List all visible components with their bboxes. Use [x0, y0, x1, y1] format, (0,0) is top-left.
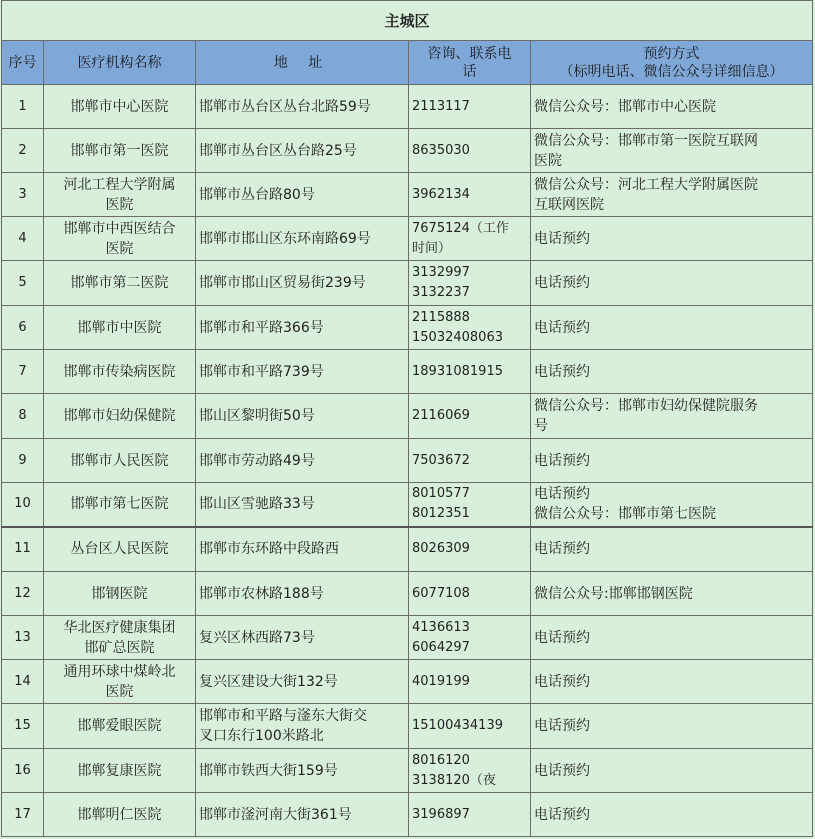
cell-phone-line: 8026309 — [412, 541, 470, 557]
cell-booking-method[interactable] — [531, 394, 813, 439]
cell-booking-method[interactable] — [531, 129, 813, 173]
cell-seq[interactable]: 8 — [2, 394, 44, 439]
cell-phone-line: 2116069 — [412, 408, 470, 423]
cell-phone-line: 7503672 — [412, 452, 470, 468]
table-row — [2, 350, 813, 394]
cell-phone[interactable] — [409, 483, 531, 527]
cell-address[interactable] — [196, 660, 409, 704]
cell-phone[interactable] — [409, 572, 531, 616]
cell-phone[interactable] — [409, 129, 531, 173]
cell-booking-method-line: 电话预约 — [534, 486, 590, 503]
cell-hospital-name-line: 邯郸爱眼医院 — [77, 718, 162, 734]
cell-booking-method-line: 电话预约 — [534, 230, 590, 247]
section-title[interactable]: 主城区 — [2, 1, 813, 41]
cell-phone[interactable] — [409, 616, 531, 660]
header-phone-line2: 话 — [462, 63, 477, 80]
cell-hospital-name[interactable] — [44, 217, 196, 261]
cell-phone[interactable] — [409, 439, 531, 483]
table-row — [2, 439, 813, 483]
cell-hospital-name[interactable] — [44, 616, 196, 660]
cell-address[interactable] — [196, 217, 409, 261]
table-row — [2, 527, 813, 572]
cell-address-line: 邯山区雪驰路33号 — [199, 496, 315, 513]
cell-seq[interactable]: 3 — [2, 173, 44, 217]
cell-hospital-name-line: 邯郸市第一医院 — [70, 142, 169, 159]
cell-phone-line: 6077108 — [412, 585, 470, 601]
table-row — [2, 793, 813, 837]
cell-phone[interactable] — [409, 793, 531, 837]
cell-booking-method-line: 医院 — [534, 152, 562, 169]
cell-address-line: 邯山区黎明街50号 — [199, 408, 315, 424]
cell-hospital-name[interactable] — [44, 439, 196, 483]
cell-booking-method-line: 电话预约 — [534, 806, 590, 823]
cell-booking-method-line: 电话预约 — [534, 275, 590, 291]
cell-phone-line: 2113117 — [412, 98, 470, 114]
cell-address-line: 邯郸市和平路366号 — [199, 319, 324, 336]
cell-seq[interactable]: 16 — [2, 749, 44, 793]
cell-booking-method[interactable] — [531, 749, 813, 793]
cell-booking-method[interactable] — [531, 483, 813, 527]
cell-hospital-name[interactable] — [44, 129, 196, 173]
cell-phone-line: 3132237 — [412, 285, 470, 300]
cell-booking-method[interactable] — [531, 217, 813, 261]
cell-hospital-name-line: 邯郸市第二医院 — [70, 275, 169, 291]
header-phone[interactable] — [409, 41, 531, 85]
cell-hospital-name-line: 邯郸市中心医院 — [70, 98, 169, 115]
cell-booking-method[interactable] — [531, 173, 813, 217]
cell-phone-line: 18931081915 — [412, 363, 503, 379]
cell-address-line: 邯郸市丛台路80号 — [199, 186, 315, 203]
cell-address-line: 复兴区林西路73号 — [199, 629, 315, 646]
cell-address[interactable] — [196, 129, 409, 173]
cell-seq[interactable]: 10 — [2, 483, 44, 527]
cell-phone[interactable] — [409, 749, 531, 793]
cell-hospital-name[interactable] — [44, 350, 196, 394]
header-seq[interactable]: 序号 — [2, 41, 44, 85]
cell-address-line: 邯郸市和平路与滏东大街交 — [199, 708, 367, 724]
cell-hospital-name-line: 医院 — [105, 196, 134, 213]
header-name[interactable]: 医疗机构名称 — [44, 41, 196, 85]
cell-phone-line: 4019199 — [412, 673, 470, 689]
cell-address[interactable] — [196, 439, 409, 483]
cell-address[interactable] — [196, 749, 409, 793]
cell-phone-line: 2115888 — [412, 309, 470, 325]
cell-address-line: 邯郸市劳动路49号 — [199, 452, 315, 469]
cell-hospital-name[interactable] — [44, 394, 196, 439]
cell-hospital-name-line: 医院 — [105, 240, 134, 257]
cell-booking-method[interactable] — [531, 793, 813, 837]
cell-booking-method[interactable] — [531, 660, 813, 704]
cell-hospital-name[interactable] — [44, 572, 196, 616]
cell-phone-line: 8016120 — [412, 752, 470, 768]
cell-phone-line: 8635030 — [412, 142, 470, 158]
cell-seq[interactable]: 7 — [2, 350, 44, 394]
cell-hospital-name-line: 邯郸市妇幼保健院 — [63, 408, 176, 424]
cell-hospital-name-line: 邯郸市传染病医院 — [63, 363, 176, 380]
cell-booking-method-line: 微信公众号：邯郸市中心医院 — [534, 98, 716, 115]
cell-booking-method[interactable] — [531, 261, 813, 306]
cell-hospital-name-line: 邯郸市人民医院 — [70, 452, 169, 469]
cell-booking-method-line: 电话预约 — [534, 363, 590, 380]
cell-phone[interactable] — [409, 527, 531, 572]
cell-address[interactable] — [196, 483, 409, 527]
cell-hospital-name-line: 医院 — [105, 683, 134, 700]
cell-seq[interactable]: 4 — [2, 217, 44, 261]
cell-hospital-name-line: 邯矿总医院 — [84, 639, 155, 656]
cell-seq[interactable]: 5 — [2, 261, 44, 306]
cell-hospital-name-line: 邯郸复康医院 — [77, 762, 162, 779]
cell-hospital-name[interactable] — [44, 173, 196, 217]
cell-phone-line: 4136613 — [412, 619, 470, 635]
cell-booking-method-line: 电话预约 — [534, 718, 590, 734]
cell-address[interactable] — [196, 85, 409, 129]
cell-phone[interactable] — [409, 394, 531, 439]
table-row — [2, 85, 813, 129]
cell-phone[interactable] — [409, 350, 531, 394]
cell-phone[interactable] — [409, 704, 531, 749]
cell-hospital-name-line: 邯郸市中医院 — [77, 319, 162, 336]
cell-seq[interactable]: 13 — [2, 616, 44, 660]
header-booking-line2: （标明电话、微信公众号详细信息） — [559, 63, 784, 80]
cell-hospital-name-line: 河北工程大学附属 — [63, 176, 176, 193]
cell-phone-line: 6064297 — [412, 639, 470, 655]
cell-address[interactable] — [196, 616, 409, 660]
cell-phone-line: 7675124（工作 — [412, 220, 509, 236]
cell-booking-method-line: 微信公众号：邯郸市第一医院互联网 — [534, 132, 758, 149]
cell-booking-method-line: 微信公众号：河北工程大学附属医院 — [534, 176, 758, 193]
cell-hospital-name-line: 丛台区人民医院 — [70, 541, 169, 558]
cell-phone-line: 8010577 — [412, 486, 470, 502]
cell-address-line: 邯郸市丛台区丛台路25号 — [199, 142, 357, 159]
cell-address[interactable] — [196, 261, 409, 306]
table-row — [2, 704, 813, 749]
cell-booking-method-line: 微信公众号：邯郸市妇幼保健院服务 — [534, 398, 758, 414]
cell-booking-method-line: 电话预约 — [534, 319, 590, 336]
header-booking[interactable] — [531, 41, 813, 85]
hospital-table — [1, 0, 813, 837]
cell-booking-method-line: 电话预约 — [534, 673, 590, 690]
cell-seq[interactable]: 6 — [2, 306, 44, 350]
cell-booking-method[interactable] — [531, 616, 813, 660]
cell-booking-method-line: 微信公众号:邯郸邯钢医院 — [534, 585, 693, 602]
cell-address-line: 邯郸市东环路中段路西 — [199, 541, 339, 558]
cell-address[interactable] — [196, 704, 409, 749]
header-address[interactable]: 地 址 — [196, 41, 409, 85]
cell-address[interactable] — [196, 572, 409, 616]
cell-booking-method[interactable] — [531, 527, 813, 572]
cell-address-line: 复兴区建设大街132号 — [199, 673, 338, 690]
table-row — [2, 173, 813, 217]
cell-address-line: 邯郸市农林路188号 — [199, 585, 324, 602]
table-row — [2, 660, 813, 704]
cell-hospital-name[interactable] — [44, 306, 196, 350]
cell-seq[interactable]: 12 — [2, 572, 44, 616]
cell-hospital-name-line: 邯钢医院 — [91, 585, 148, 602]
cell-seq[interactable]: 14 — [2, 660, 44, 704]
cell-phone-line: 3196897 — [412, 806, 470, 822]
cell-phone-line: 3132997 — [412, 265, 470, 280]
cell-hospital-name[interactable] — [44, 527, 196, 572]
cell-booking-method-line: 号 — [534, 418, 548, 434]
cell-phone[interactable] — [409, 261, 531, 306]
cell-booking-method-line: 电话预约 — [534, 629, 590, 646]
cell-address-line: 邯郸市邯山区东环南路69号 — [199, 230, 371, 247]
cell-phone[interactable] — [409, 217, 531, 261]
header-row — [2, 41, 813, 85]
cell-booking-method[interactable] — [531, 85, 813, 129]
cell-hospital-name[interactable] — [44, 749, 196, 793]
cell-address[interactable] — [196, 394, 409, 439]
cell-hospital-name[interactable] — [44, 483, 196, 527]
table-row — [2, 572, 813, 616]
cell-hospital-name-line: 邯郸明仁医院 — [77, 806, 162, 823]
cell-seq[interactable]: 15 — [2, 704, 44, 749]
cell-booking-method[interactable] — [531, 439, 813, 483]
cell-booking-method[interactable] — [531, 306, 813, 350]
cell-hospital-name[interactable] — [44, 261, 196, 306]
table-row — [2, 261, 813, 306]
cell-hospital-name-line: 邯郸市中西医结合 — [63, 220, 176, 237]
cell-address[interactable] — [196, 306, 409, 350]
cell-booking-method[interactable] — [531, 704, 813, 749]
cell-phone-line: 15032408063 — [412, 329, 503, 345]
cell-seq[interactable]: 1 — [2, 85, 44, 129]
table-row — [2, 616, 813, 660]
cell-address-line: 邯郸市丛台区丛台北路59号 — [199, 98, 371, 115]
cell-address[interactable] — [196, 793, 409, 837]
table-row — [2, 129, 813, 173]
cell-booking-method-line: 互联网医院 — [534, 196, 604, 213]
cell-address-line: 邯郸市滏河南大街361号 — [199, 806, 352, 823]
cell-phone-line: 3138120（夜 — [412, 772, 496, 788]
cell-phone[interactable] — [409, 173, 531, 217]
cell-booking-method-line: 电话预约 — [534, 452, 590, 469]
cell-phone-line: 时间） — [412, 240, 452, 256]
cell-hospital-name-line: 邯郸市第七医院 — [70, 496, 169, 513]
cell-hospital-name[interactable] — [44, 660, 196, 704]
header-booking-line1: 预约方式 — [643, 45, 700, 62]
cell-booking-method-line: 微信公众号：邯郸市第七医院 — [534, 506, 716, 523]
cell-phone-line: 3962134 — [412, 186, 470, 202]
cell-seq[interactable]: 11 — [2, 527, 44, 572]
table-row — [2, 217, 813, 261]
cell-booking-method[interactable] — [531, 572, 813, 616]
cell-hospital-name-line: 华北医疗健康集团 — [63, 619, 176, 636]
table-row — [2, 394, 813, 439]
cell-seq[interactable]: 17 — [2, 793, 44, 837]
table-row — [2, 306, 813, 350]
cell-phone[interactable] — [409, 85, 531, 129]
cell-address[interactable] — [196, 527, 409, 572]
cell-booking-method-line: 电话预约 — [534, 541, 590, 558]
cell-phone-line: 8012351 — [412, 506, 470, 522]
table-row — [2, 749, 813, 793]
cell-phone[interactable] — [409, 660, 531, 704]
cell-address-line: 邯郸市和平路739号 — [199, 363, 324, 380]
cell-address-line: 邯郸市铁西大街159号 — [199, 762, 338, 779]
cell-address[interactable] — [196, 173, 409, 217]
header-phone-line1: 咨询、联系电 — [427, 45, 512, 62]
cell-address[interactable] — [196, 350, 409, 394]
cell-phone-line: 15100434139 — [412, 718, 503, 733]
cell-hospital-name[interactable] — [44, 85, 196, 129]
cell-seq[interactable]: 2 — [2, 129, 44, 173]
cell-address-line: 叉口东行100米路北 — [199, 728, 324, 744]
cell-hospital-name[interactable] — [44, 793, 196, 837]
cell-hospital-name[interactable] — [44, 704, 196, 749]
cell-phone[interactable] — [409, 306, 531, 350]
cell-booking-method[interactable] — [531, 350, 813, 394]
table-row — [2, 483, 813, 527]
cell-booking-method-line: 电话预约 — [534, 762, 590, 779]
cell-hospital-name-line: 通用环球中煤岭北 — [63, 663, 176, 680]
cell-address-line: 邯郸市邯山区贸易街239号 — [199, 275, 366, 291]
cell-seq[interactable]: 9 — [2, 439, 44, 483]
